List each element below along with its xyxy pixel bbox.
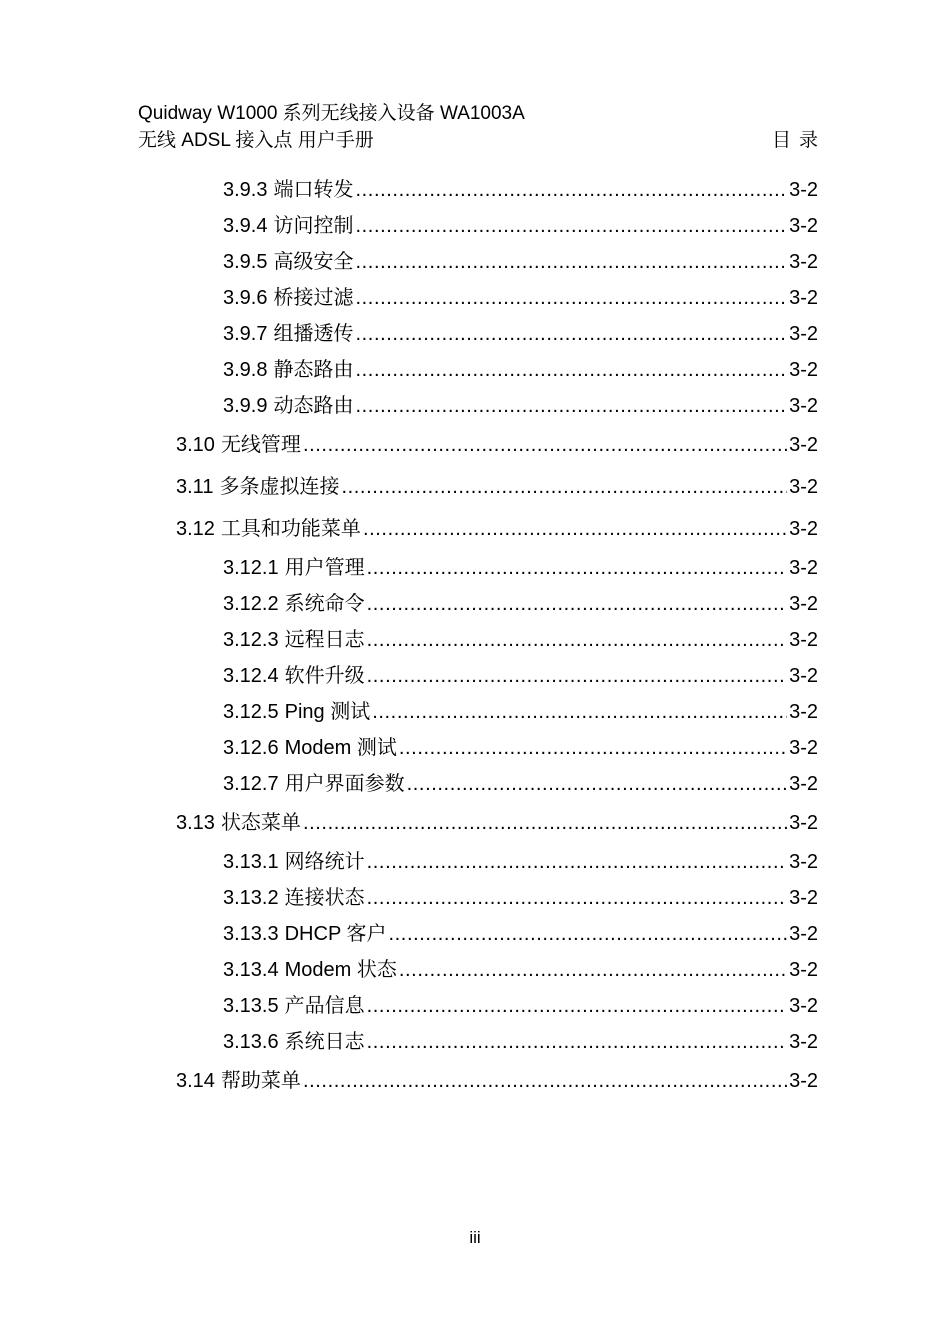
toc-entry-number: 3.9.5	[223, 251, 268, 273]
toc-entry[interactable]	[0, 316, 818, 352]
toc-entry-title: 远程日志	[284, 629, 365, 651]
dot-leader	[355, 178, 787, 202]
toc-entry-title: 桥接过滤	[273, 287, 354, 309]
toc-entry[interactable]	[0, 658, 818, 694]
toc-entry-page: 3-2	[789, 287, 818, 309]
toc-entry-page: 3-2	[789, 323, 818, 345]
toc-entry-number: 3.12	[176, 518, 215, 540]
toc-entry-number: 3.9.6	[223, 287, 268, 309]
toc-entry-number: 3.12.6	[223, 737, 279, 759]
toc-entry[interactable]	[0, 550, 818, 586]
toc-entry[interactable]	[0, 622, 818, 658]
dot-leader	[367, 628, 787, 652]
toc-entry-title: 状态菜单	[220, 812, 301, 834]
toc-entry-number: 3.12.7	[223, 773, 279, 795]
toc-entry[interactable]	[0, 802, 818, 844]
toc-entry-number: 3.12.4	[223, 665, 279, 687]
toc-entry-number: 3.14	[176, 1070, 215, 1092]
toc-entry-page: 3-2	[789, 959, 818, 981]
dot-leader	[367, 1030, 787, 1054]
dot-leader	[367, 592, 787, 616]
toc-entry[interactable]	[0, 694, 818, 730]
dot-leader	[355, 286, 787, 310]
dot-leader	[388, 922, 787, 946]
page-number: iii	[469, 1228, 481, 1247]
toc-entry[interactable]	[0, 388, 818, 424]
toc-entry-title: 软件升级	[284, 665, 365, 687]
toc-entry-page: 3-2	[789, 359, 818, 381]
toc-entry[interactable]	[0, 586, 818, 622]
manual-title: 无线 ADSL 接入点 用户手册	[138, 130, 374, 151]
toc-entry-page: 3-2	[789, 1031, 818, 1053]
toc-entry-page: 3-2	[789, 395, 818, 417]
document-title: Quidway W1000 系列无线接入设备 WA1003A	[138, 103, 525, 124]
section-name: 目录	[771, 130, 826, 151]
toc-entry-page: 3-2	[789, 476, 818, 498]
toc-entry-number: 3.12.5	[223, 701, 279, 723]
toc-entry-page: 3-2	[789, 812, 818, 834]
toc-entry-title: 工具和功能菜单	[220, 518, 361, 540]
toc-entry-title: 系统日志	[284, 1031, 365, 1053]
toc-entry-title: 帮助菜单	[220, 1070, 301, 1092]
toc-entry-page: 3-2	[789, 629, 818, 651]
toc-entry-title: Modem 状态	[284, 959, 397, 981]
toc-entry[interactable]	[0, 172, 818, 208]
toc-entry[interactable]	[0, 730, 818, 766]
dot-leader	[355, 214, 787, 238]
toc-entry-page: 3-2	[789, 215, 818, 237]
toc-entry-title: 端口转发	[273, 179, 354, 201]
toc-entry-page: 3-2	[789, 773, 818, 795]
dot-leader	[355, 322, 787, 346]
toc-entry[interactable]	[0, 280, 818, 316]
dot-leader	[367, 664, 787, 688]
dot-leader	[367, 886, 787, 910]
toc-entry-title: 用户界面参数	[284, 773, 405, 795]
toc-entry-number: 3.9.7	[223, 323, 268, 345]
toc-entry-page: 3-2	[789, 518, 818, 540]
toc-entry-number: 3.12.3	[223, 629, 279, 651]
toc-entry-page: 3-2	[789, 887, 818, 909]
toc-entry-page: 3-2	[789, 434, 818, 456]
toc-entry[interactable]	[0, 352, 818, 388]
toc-entry-title: 连接状态	[284, 887, 365, 909]
toc-entry[interactable]	[0, 880, 818, 916]
toc-entry[interactable]	[0, 244, 818, 280]
dot-leader	[367, 556, 787, 580]
toc-entry-page: 3-2	[789, 665, 818, 687]
toc-entry-number: 3.13	[176, 812, 215, 834]
toc-entry-page: 3-2	[789, 1070, 818, 1092]
dot-leader	[355, 394, 787, 418]
toc-entry-page: 3-2	[789, 179, 818, 201]
toc-entry-number: 3.11	[176, 476, 214, 498]
toc-entry-page: 3-2	[789, 737, 818, 759]
toc-entry-number: 3.13.6	[223, 1031, 279, 1053]
toc-entry-title: 动态路由	[273, 395, 354, 417]
toc-entry-number: 3.12.1	[223, 557, 279, 579]
toc-entry[interactable]	[0, 952, 818, 988]
toc-entry-title: 访问控制	[273, 215, 354, 237]
toc-entry[interactable]	[0, 1024, 818, 1060]
toc-entry-page: 3-2	[789, 701, 818, 723]
toc-entry-number: 3.10	[176, 434, 215, 456]
toc-entry-page: 3-2	[789, 995, 818, 1017]
toc-entry[interactable]	[0, 844, 818, 880]
dot-leader	[303, 1069, 787, 1093]
toc-entry-number: 3.13.3	[223, 923, 279, 945]
toc-entry-number: 3.12.2	[223, 593, 279, 615]
toc-entry-title: 无线管理	[220, 434, 301, 456]
table-of-contents	[0, 172, 950, 1102]
toc-entry-title: 高级安全	[273, 251, 354, 273]
dot-leader	[407, 772, 787, 796]
toc-entry-number: 3.9.3	[223, 179, 268, 201]
dot-leader	[372, 700, 787, 724]
toc-entry-title: 网络统计	[284, 851, 365, 873]
toc-entry-number: 3.9.8	[223, 359, 268, 381]
toc-entry-page: 3-2	[789, 923, 818, 945]
toc-entry-number: 3.13.5	[223, 995, 279, 1017]
dot-leader	[363, 517, 787, 541]
dot-leader	[367, 850, 787, 874]
toc-entry-number: 3.13.1	[223, 851, 279, 873]
toc-entry[interactable]	[0, 1060, 818, 1102]
toc-entry[interactable]	[0, 424, 818, 466]
dot-leader	[355, 358, 787, 382]
toc-entry-page: 3-2	[789, 851, 818, 873]
toc-entry-title: 产品信息	[284, 995, 365, 1017]
dot-leader	[399, 736, 787, 760]
page-header	[138, 100, 826, 154]
toc-entry-number: 3.9.9	[223, 395, 268, 417]
dot-leader	[303, 433, 787, 457]
toc-entry-title: Ping 测试	[284, 701, 371, 723]
toc-entry[interactable]	[0, 988, 818, 1024]
toc-entry-number: 3.13.4	[223, 959, 279, 981]
toc-entry[interactable]	[0, 766, 818, 802]
toc-entry-page: 3-2	[789, 251, 818, 273]
toc-entry-title: 多条虚拟连接	[219, 476, 340, 498]
toc-entry[interactable]	[0, 466, 818, 508]
dot-leader	[341, 475, 787, 499]
dot-leader	[303, 811, 787, 835]
dot-leader	[399, 958, 787, 982]
toc-entry[interactable]	[0, 208, 818, 244]
toc-entry-title: Modem 测试	[284, 737, 397, 759]
toc-entry-title: 系统命令	[284, 593, 365, 615]
toc-entry-page: 3-2	[789, 557, 818, 579]
toc-entry-title: DHCP 客户	[284, 923, 387, 945]
toc-entry[interactable]	[0, 916, 818, 952]
toc-entry-page: 3-2	[789, 593, 818, 615]
dot-leader	[367, 994, 787, 1018]
toc-entry-title: 静态路由	[273, 359, 354, 381]
toc-entry-number: 3.9.4	[223, 215, 268, 237]
dot-leader	[355, 250, 787, 274]
toc-entry-title: 组播透传	[273, 323, 354, 345]
toc-entry-number: 3.13.2	[223, 887, 279, 909]
toc-entry-title: 用户管理	[284, 557, 365, 579]
toc-entry[interactable]	[0, 508, 818, 550]
header-subtitle-row	[138, 127, 826, 154]
